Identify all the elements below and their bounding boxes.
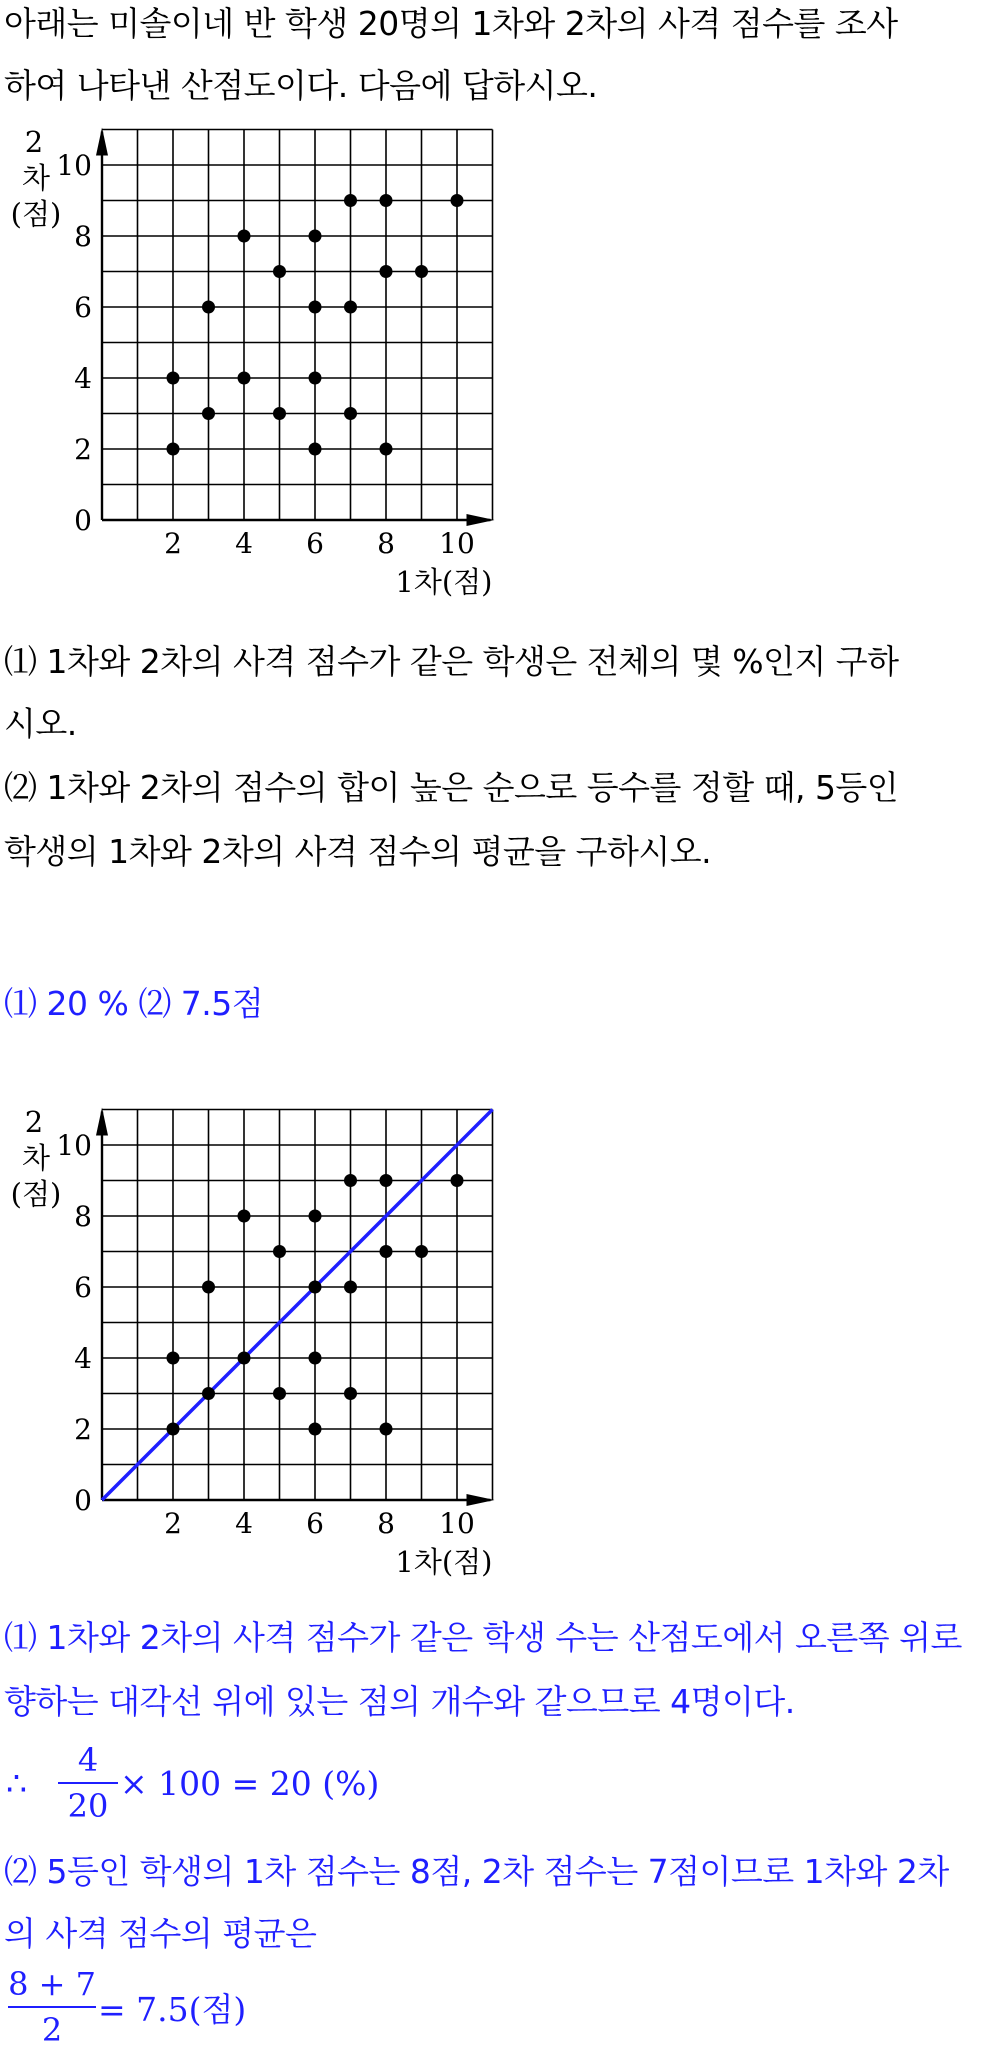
data-point bbox=[309, 1423, 322, 1436]
data-point bbox=[344, 301, 357, 314]
data-point bbox=[273, 1245, 286, 1258]
data-point bbox=[380, 265, 393, 278]
data-point bbox=[309, 1352, 322, 1365]
data-point bbox=[309, 443, 322, 456]
data-point bbox=[238, 1210, 251, 1223]
data-point bbox=[344, 1387, 357, 1400]
data-point bbox=[238, 1352, 251, 1365]
data-point bbox=[451, 1174, 464, 1187]
question-line-2: 하여 나타낸 산점도이다. 다음에 답하시오. bbox=[4, 66, 598, 105]
y-axis-label: (점) bbox=[10, 1177, 62, 1211]
data-point bbox=[273, 265, 286, 278]
data-point bbox=[167, 1352, 180, 1365]
data-point bbox=[202, 407, 215, 420]
scatter-plot-solution bbox=[0, 1100, 520, 1600]
scatter-plot-question bbox=[0, 120, 520, 620]
origin-label: 0 bbox=[74, 504, 92, 537]
data-point bbox=[415, 1245, 428, 1258]
x-tick-label: 8 bbox=[377, 1507, 395, 1540]
question-2-line-1: ⑵ 1차와 2차의 점수의 합이 높은 순으로 등수를 정할 때, 5등인 bbox=[4, 768, 899, 807]
data-point bbox=[380, 194, 393, 207]
y-tick-label: 8 bbox=[74, 1200, 92, 1233]
data-point bbox=[273, 407, 286, 420]
fraction-average bbox=[8, 1964, 96, 2050]
therefore-symbol: ∴ bbox=[6, 1764, 27, 1803]
x-tick-label: 10 bbox=[439, 1507, 475, 1540]
x-axis-arrow bbox=[467, 1494, 495, 1506]
x-tick-label: 8 bbox=[377, 527, 395, 560]
fraction-4-over-20 bbox=[58, 1740, 118, 1826]
fraction-bar bbox=[8, 2006, 96, 2008]
data-point bbox=[309, 1281, 322, 1294]
data-point bbox=[202, 1387, 215, 1400]
y-tick-label: 2 bbox=[74, 1413, 92, 1446]
y-tick-label: 4 bbox=[74, 1342, 92, 1375]
data-point bbox=[309, 301, 322, 314]
y-tick-label: 6 bbox=[74, 1271, 92, 1304]
data-point bbox=[344, 407, 357, 420]
data-point bbox=[380, 1423, 393, 1436]
solution-1-line-2: 향하는 대각선 위에 있는 점의 개수와 같으므로 4명이다. bbox=[4, 1682, 795, 1721]
question-1-line-2: 시오. bbox=[4, 704, 77, 743]
fraction-numerator: 4 bbox=[77, 1741, 99, 1779]
solution-2-line-2: 의 사격 점수의 평균은 bbox=[4, 1914, 317, 1953]
origin-label: 0 bbox=[74, 1484, 92, 1517]
data-point bbox=[202, 301, 215, 314]
fraction-denominator: 2 bbox=[41, 2011, 63, 2049]
solution-1-line-1: ⑴ 1차와 2차의 사격 점수가 같은 학생 수는 산점도에서 오른쪽 위로 bbox=[4, 1618, 962, 1657]
y-tick-label: 2 bbox=[74, 433, 92, 466]
x-axis-label: 1차(점) bbox=[395, 565, 493, 599]
data-point bbox=[238, 230, 251, 243]
data-point bbox=[309, 230, 322, 243]
question-1-line-1: ⑴ 1차와 2차의 사격 점수가 같은 학생은 전체의 몇 %인지 구하 bbox=[4, 642, 899, 681]
y-axis-label: 차 bbox=[21, 161, 51, 195]
solution-2-line-1: ⑵ 5등인 학생의 1차 점수는 8점, 2차 점수는 7점이므로 1차와 2차 bbox=[4, 1852, 949, 1891]
y-axis-label: 차 bbox=[21, 1141, 51, 1175]
x-tick-label: 2 bbox=[164, 527, 182, 560]
question-line-1: 아래는 미솔이네 반 학생 20명의 1차와 2차의 사격 점수를 조사 bbox=[4, 4, 898, 43]
data-point bbox=[380, 443, 393, 456]
data-point bbox=[309, 1210, 322, 1223]
fraction-bar bbox=[58, 1782, 118, 1784]
y-axis-label: (점) bbox=[10, 197, 62, 231]
y-tick-label: 8 bbox=[74, 220, 92, 253]
y-tick-label: 6 bbox=[74, 291, 92, 324]
data-point bbox=[344, 194, 357, 207]
data-point bbox=[167, 443, 180, 456]
question-2-line-2: 학생의 1차와 2차의 사격 점수의 평균을 구하시오. bbox=[4, 832, 712, 871]
y-axis-arrow bbox=[96, 128, 108, 156]
data-point bbox=[380, 1245, 393, 1258]
data-point bbox=[238, 372, 251, 385]
y-tick-label: 10 bbox=[56, 1129, 92, 1162]
x-tick-label: 6 bbox=[306, 1507, 324, 1540]
diagonal-line bbox=[102, 1110, 493, 1501]
data-point bbox=[202, 1281, 215, 1294]
y-tick-label: 4 bbox=[74, 362, 92, 395]
y-axis-label: 2 bbox=[24, 125, 44, 159]
fraction-denominator: 20 bbox=[67, 1787, 109, 1825]
x-tick-label: 4 bbox=[235, 1507, 253, 1540]
x-axis-label: 1차(점) bbox=[395, 1545, 493, 1579]
data-point bbox=[167, 372, 180, 385]
x-tick-label: 2 bbox=[164, 1507, 182, 1540]
solution-2-result: = 7.5(점) bbox=[98, 1990, 247, 2029]
y-axis-label: 2 bbox=[24, 1105, 44, 1139]
data-point bbox=[451, 194, 464, 207]
fraction-numerator: 8 + 7 bbox=[8, 1965, 96, 2003]
solution-1-calculation: × 100 = 20 (%) bbox=[120, 1764, 380, 1803]
data-point bbox=[380, 1174, 393, 1187]
y-tick-label: 10 bbox=[56, 149, 92, 182]
data-point bbox=[309, 372, 322, 385]
x-axis-arrow bbox=[467, 514, 495, 526]
x-tick-label: 4 bbox=[235, 527, 253, 560]
x-tick-label: 10 bbox=[439, 527, 475, 560]
data-point bbox=[273, 1387, 286, 1400]
data-point bbox=[344, 1174, 357, 1187]
answer-line: ⑴ 20 % ⑵ 7.5점 bbox=[4, 984, 264, 1023]
data-point bbox=[344, 1281, 357, 1294]
x-tick-label: 6 bbox=[306, 527, 324, 560]
y-axis-arrow bbox=[96, 1108, 108, 1136]
data-point bbox=[167, 1423, 180, 1436]
data-point bbox=[415, 265, 428, 278]
